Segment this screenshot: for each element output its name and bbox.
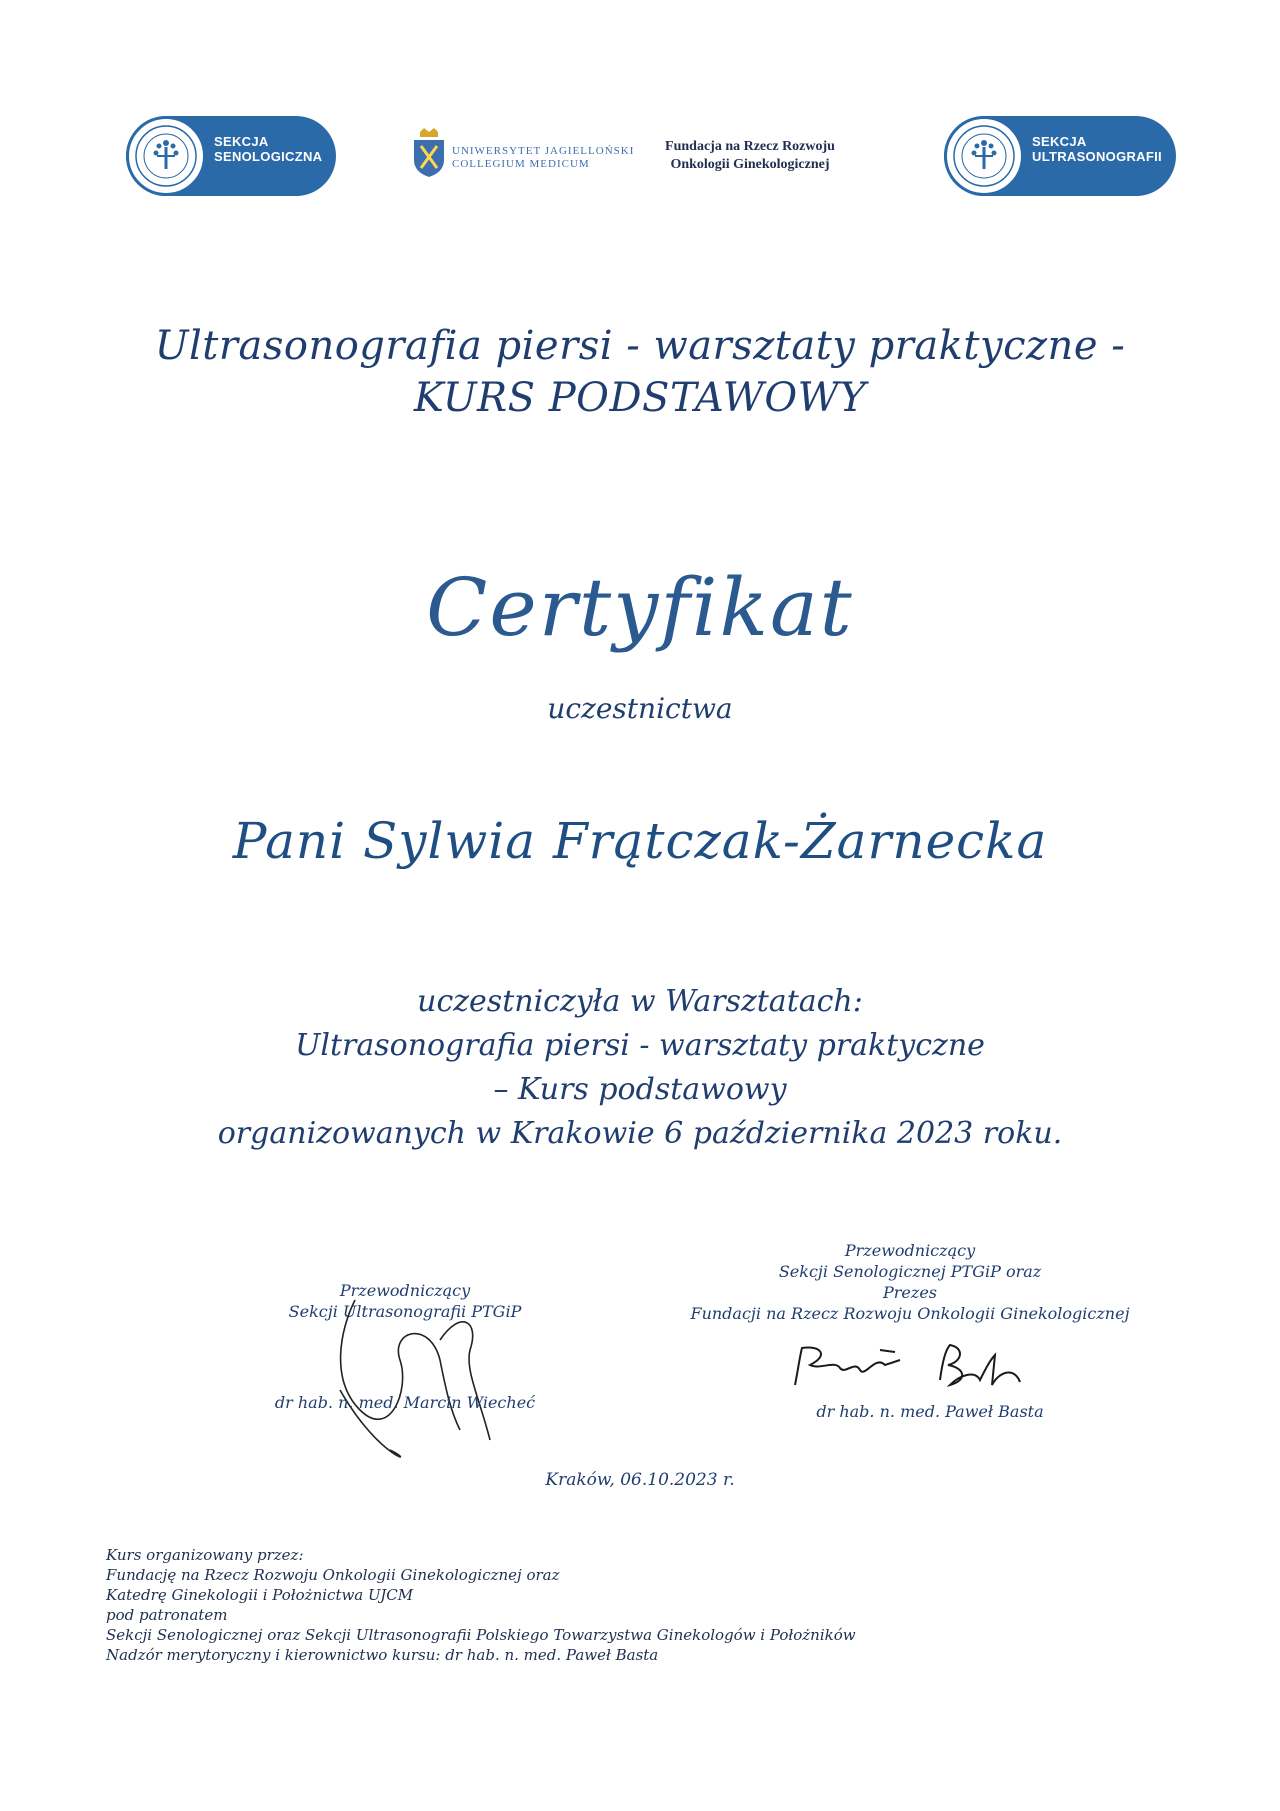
certificate-heading: Certyfikat: [426, 561, 854, 654]
footer-line3: Katedrę Ginekologii i Położnictwa UJCM: [106, 1586, 414, 1604]
signatory-right-role1: Przewodniczący: [844, 1241, 976, 1260]
logo-uj-line1: UNIWERSYTET JAGIELLOŃSKI: [452, 145, 635, 157]
logo-foundation-line2: Onkologii Ginekologicznej: [670, 157, 830, 172]
footer-line6: Nadzór merytoryczny i kierownictwo kursu: dr hab. n. med. Paweł Basta: [106, 1646, 659, 1664]
ptgip-emblem-icon: [126, 116, 206, 196]
course-title: [0, 320, 1280, 424]
footer-line2: Fundację na Rzecz Rozwoju Onkologii Ginekologicznej oraz: [106, 1566, 560, 1584]
footer-line1: Kurs organizowany przez:: [106, 1546, 304, 1564]
signatory-left-role2: Sekcji Ultrasonografii PTGiP: [288, 1302, 522, 1321]
ptgip-emblem-icon: [944, 116, 1024, 196]
signatory-right-role2: Sekcji Senologicznej PTGiP oraz: [778, 1262, 1042, 1281]
logo-uj-line2: COLLEGIUM MEDICUM: [452, 158, 590, 170]
logo-left-line1: SEKCJA: [214, 134, 269, 149]
signature-left: [320, 1290, 550, 1470]
place-date: Kraków, 06.10.2023 r.: [545, 1470, 735, 1490]
body-line4: organizowanych w Krakowie 6 października 2023 roku.: [217, 1116, 1063, 1151]
body-line3: – Kurs podstawowy: [493, 1072, 787, 1107]
body-line1: uczestniczyła w Warsztatach:: [417, 984, 863, 1019]
certificate-body: [0, 980, 1280, 1156]
logo-foundation-line1: Fundacja na Rzecz Rozwoju: [665, 139, 835, 154]
certificate-subheading: uczestnictwa: [547, 692, 733, 725]
logo-foundation: [600, 138, 900, 174]
course-title-line1: Ultrasonografia piersi - warsztaty praktyczne -: [154, 323, 1126, 369]
logo-sekcja-senologiczna: [126, 116, 336, 196]
signatory-right-role4: Fundacji na Rzecz Rozwoju Onkologii Ginekologicznej: [690, 1304, 1130, 1323]
footer-organizers: [106, 1545, 856, 1665]
signatory-right: [650, 1240, 1170, 1324]
signature-right: [790, 1340, 1040, 1400]
recipient-name: Pani Sylwia Frątczak-Żarnecka: [232, 812, 1048, 870]
signatory-right-name: dr hab. n. med. Paweł Basta: [816, 1402, 1044, 1421]
signatory-left-name: dr hab. n. med. Marcin Wiecheć: [274, 1393, 536, 1412]
logo-left-line2: SENOLOGICZNA: [214, 149, 323, 164]
footer-line5: Sekcji Senologicznej oraz Sekcji Ultrasonografii Polskiego Towarzystwa Ginekologów i Położników: [106, 1626, 856, 1644]
course-title-line2: KURS PODSTAWOWY: [413, 375, 867, 421]
uj-shield-icon: [412, 128, 446, 178]
logo-right-line2: ULTRASONOGRAFII: [1032, 149, 1162, 164]
body-line2: Ultrasonografia piersi - warsztaty praktyczne: [295, 1028, 985, 1063]
signatory-left-role1: Przewodniczący: [339, 1281, 471, 1300]
logo-right-line1: SEKCJA: [1032, 134, 1087, 149]
logo-sekcja-ultrasonografii: [944, 116, 1176, 196]
footer-line4: pod patronatem: [106, 1606, 228, 1624]
signatory-right-role3: Prezes: [883, 1283, 937, 1302]
